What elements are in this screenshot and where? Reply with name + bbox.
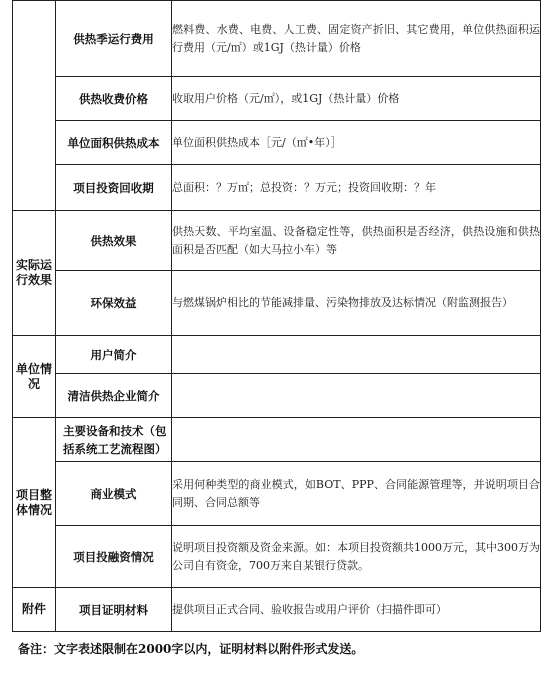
content-financing: 说明项目投资额及资金来源。如：本项目投资额共1000万元，其中300万为公司自有资金，700万来自某银行贷款。 [172, 526, 541, 588]
label-heating-price: 供热收费价格 [56, 77, 172, 121]
row-heating-effect [13, 211, 541, 271]
label-user-intro: 用户简介 [56, 336, 172, 374]
content-payback-period: 总面积：？万㎡；总投资：？万元；投资回收期：？年 [172, 165, 541, 211]
row-heating-price [13, 77, 541, 121]
label-heating-effect: 供热效果 [56, 211, 172, 271]
label-payback-period: 项目投资回收期 [56, 165, 172, 211]
content-enterprise-intro [172, 374, 541, 418]
row-payback-period [13, 165, 541, 211]
section-actual-operation: 实际运行效果 [13, 211, 56, 336]
row-environmental [13, 271, 541, 336]
row-unit-area-cost [13, 121, 541, 165]
label-unit-area-cost: 单位面积供热成本 [56, 121, 172, 165]
section-attachments: 附件 [13, 588, 56, 632]
label-proof: 项目证明材料 [56, 588, 172, 632]
label-business-model: 商业模式 [56, 462, 172, 526]
content-environmental: 与燃煤锅炉相比的节能减排量、污染物排放及达标情况（附监测报告） [172, 271, 541, 336]
section-blank [13, 1, 56, 211]
row-business-model [13, 462, 541, 526]
row-enterprise-intro [13, 374, 541, 418]
footer-note: 备注：文字表述限制在2000字以内，证明材料以附件形式发送。 [18, 642, 364, 656]
row-equipment [13, 418, 541, 462]
content-user-intro [172, 336, 541, 374]
row-heating-season-cost [13, 1, 541, 77]
project-info-table [12, 0, 541, 632]
label-equipment: 主要设备和技术（包括系统工艺流程图） [56, 418, 172, 462]
content-proof: 提供项目正式合同、验收报告或用户评价（扫描件即可） [172, 588, 541, 632]
row-user-intro [13, 336, 541, 374]
row-proof [13, 588, 541, 632]
content-unit-area-cost: 单位面积供热成本［元/（㎡•年）］ [172, 121, 541, 165]
label-heating-season-cost: 供热季运行费用 [56, 1, 172, 77]
row-financing [13, 526, 541, 588]
content-heating-effect: 供热天数、平均室温、设备稳定性等，供热面积是否经济，供热设施和供热面积是否匹配（如大马拉小车）等 [172, 211, 541, 271]
section-project-overview: 项目整体情况 [13, 418, 56, 588]
label-environmental: 环保效益 [56, 271, 172, 336]
content-heating-price: 收取用户价格（元/㎡），或1GJ（热计量）价格 [172, 77, 541, 121]
section-unit-info: 单位情况 [13, 336, 56, 418]
content-heating-season-cost: 燃料费、水费、电费、人工费、固定资产折旧、其它费用，单位供热面积运行费用（元/㎡）或1GJ（热计量）价格 [172, 1, 541, 77]
label-financing: 项目投融资情况 [56, 526, 172, 588]
content-equipment [172, 418, 541, 462]
label-enterprise-intro: 清洁供热企业简介 [56, 374, 172, 418]
content-business-model: 采用何种类型的商业模式，如BOT、PPP、合同能源管理等，并说明项目合同期、合同总额等 [172, 462, 541, 526]
